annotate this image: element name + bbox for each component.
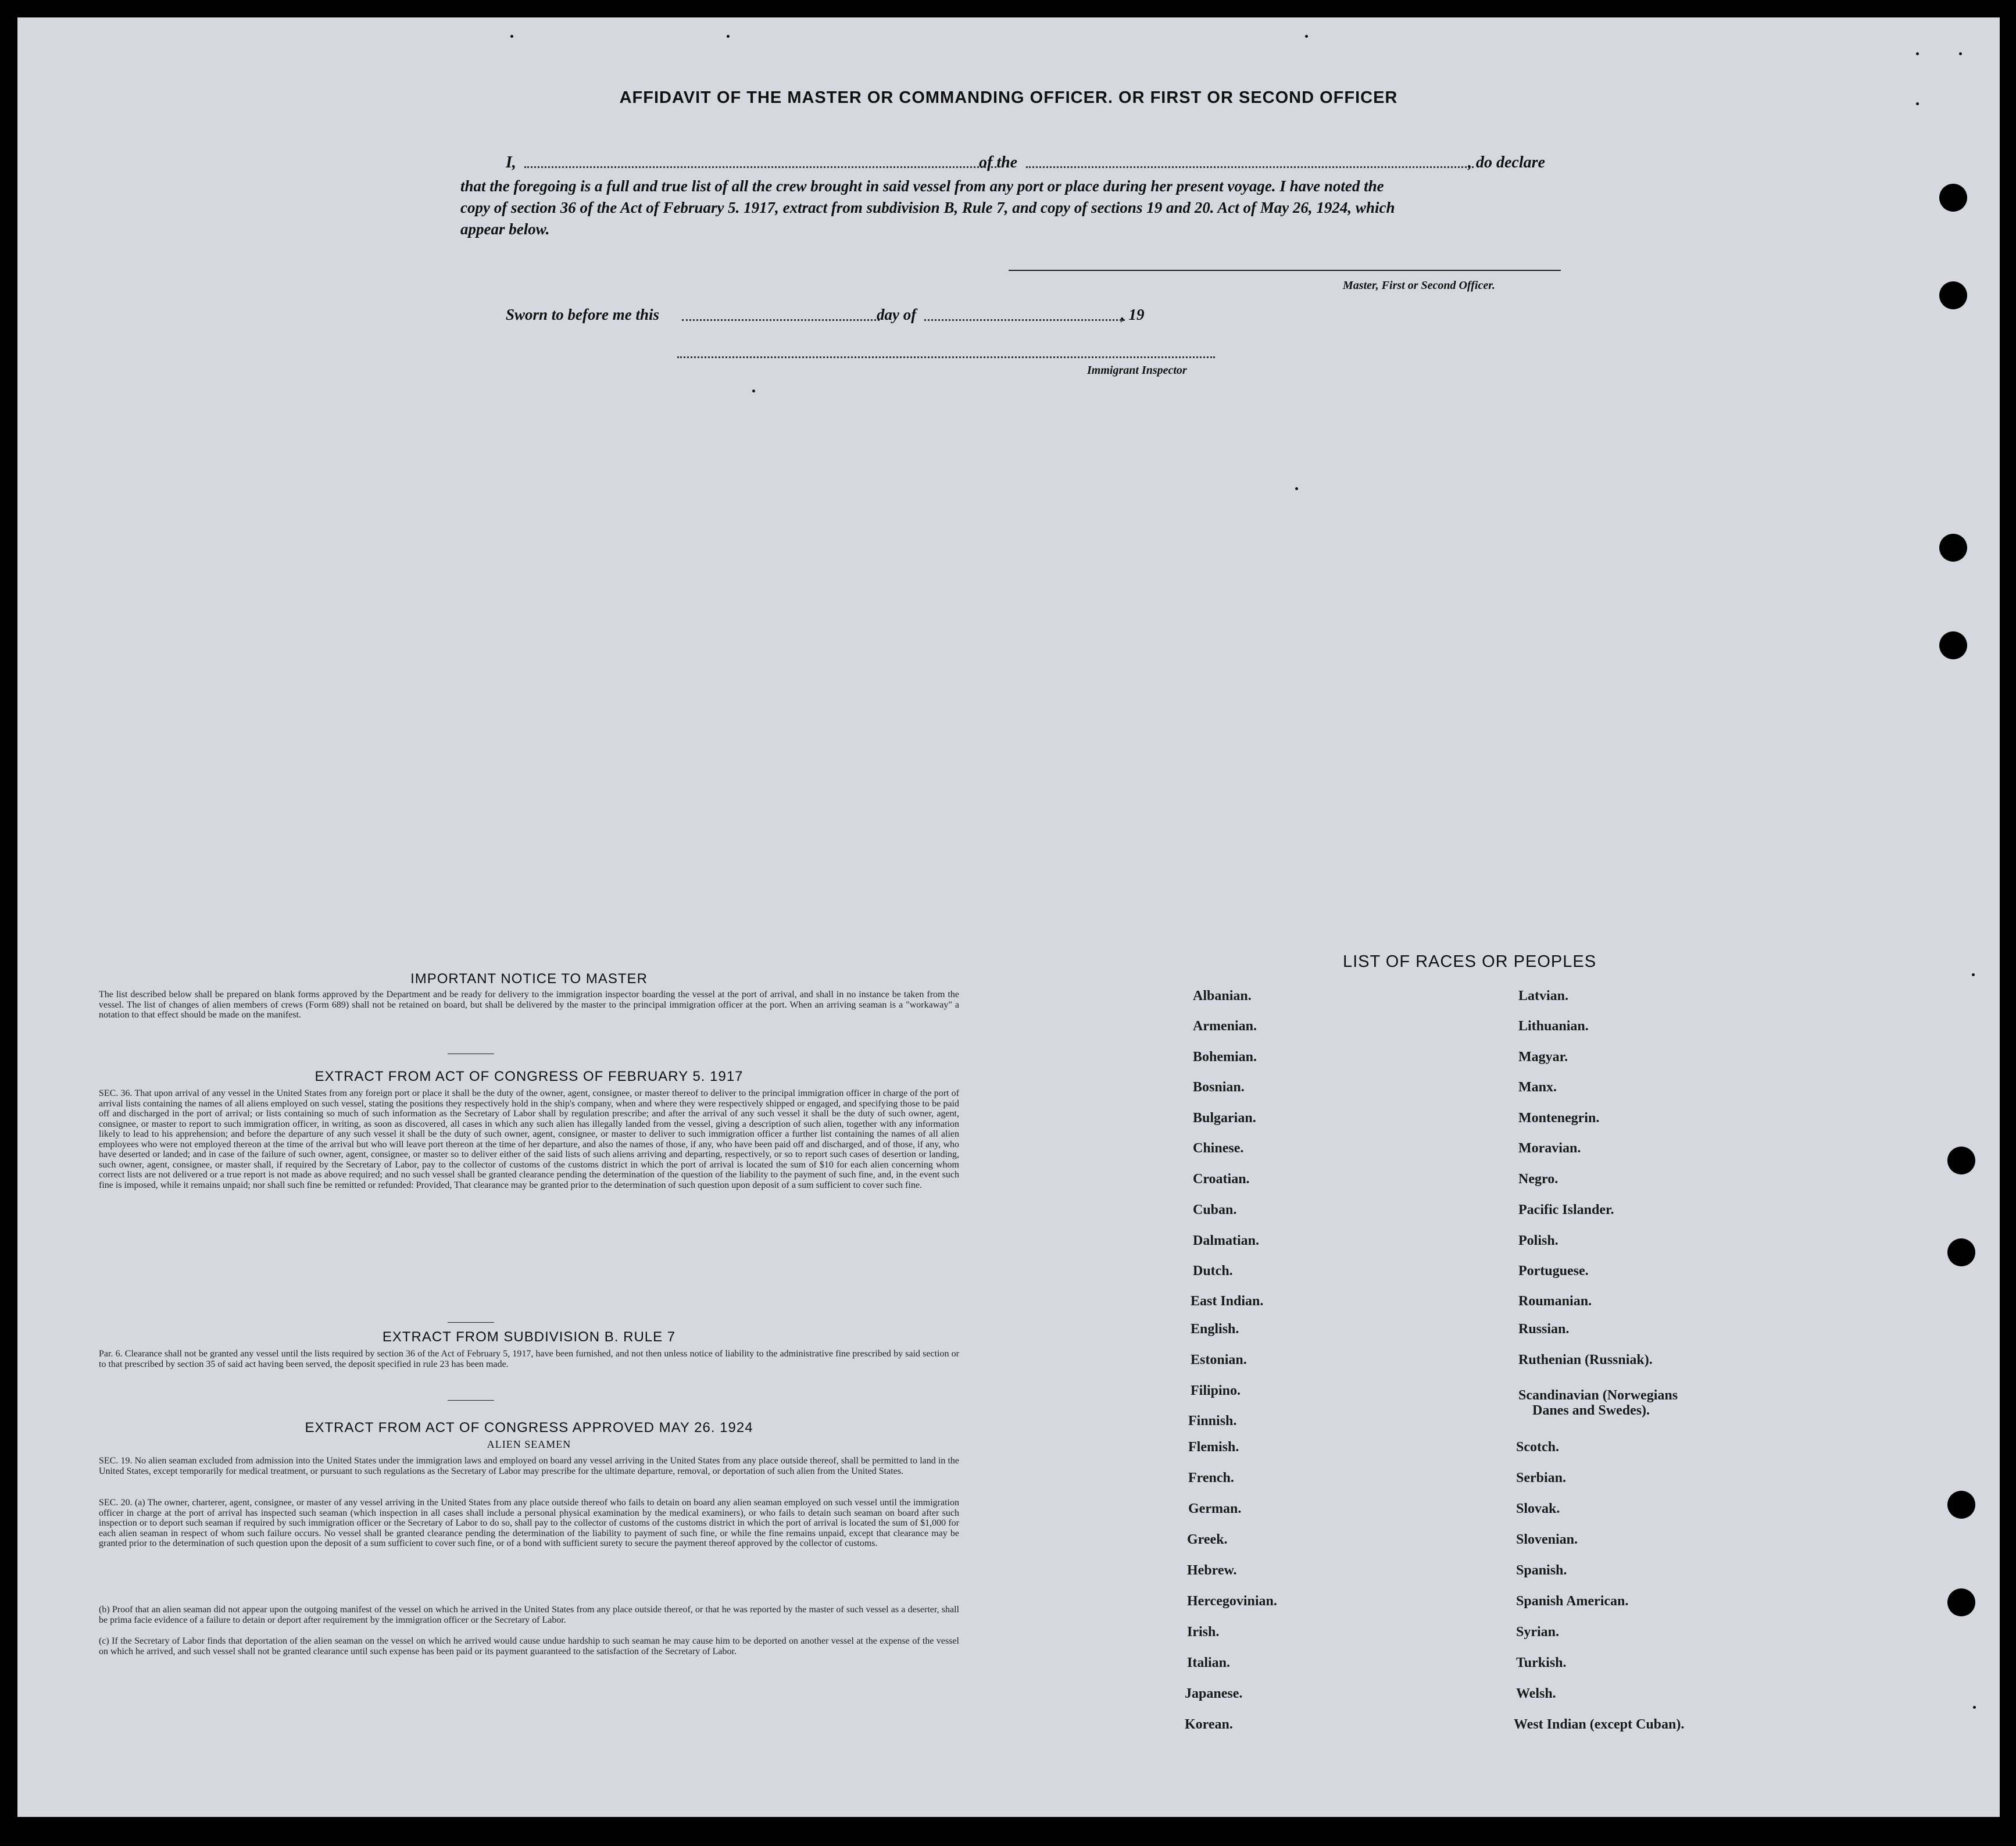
inspector-label: Immigrant Inspector [1087,364,1187,377]
sworn-day-blank[interactable] [682,319,880,321]
race-left-item: Hebrew. [1187,1563,1237,1578]
race-left-item: Hercegovinian. [1187,1594,1277,1609]
punch-hole [1947,1491,1975,1519]
race-left-item: Cuban. [1193,1202,1237,1217]
rule7-title: EXTRACT FROM SUBDIVISION B. RULE 7 [382,1329,676,1345]
race-left-item: Armenian. [1193,1019,1257,1034]
sworn-month-blank[interactable] [924,319,1125,321]
extract-1917-title: EXTRACT FROM ACT OF CONGRESS OF FEBRUARY 5. 1917 [314,1069,744,1084]
race-left-item: Albanian. [1193,988,1252,1004]
race-left-item: Japanese. [1185,1686,1243,1701]
punch-hole [1947,1588,1975,1616]
race-right-item: Welsh. [1516,1686,1556,1701]
declare-label: , do declare [1468,153,1545,172]
speck [1959,52,1962,55]
punch-hole [1947,1147,1975,1174]
speck [1295,487,1298,490]
race-right-item: Manx. [1518,1080,1557,1095]
race-left-item: Finnish. [1188,1413,1237,1429]
race-right-item: Turkish. [1516,1655,1567,1670]
race-right-item: Scotch. [1516,1440,1559,1455]
race-right-item: Slovak. [1516,1501,1560,1516]
sec19-body: SEC. 19. No alien seaman excluded from admission into the United States under the immigration laws and employed on board any vessel arriving in the United States from any place outside thereof, shall be permitted to land in the United States, except temporarily for medical treatment, or pursuant to such regulations as the Secretary of Labor may prescribe for the ultimate departure, removal, or deportation of such alien from the United States. [99,1456,959,1476]
affidavit-line4: appear below. [460,220,550,238]
document-page [17,17,2000,1817]
race-left-item: Flemish. [1188,1440,1239,1455]
year-label: , 19 [1121,306,1145,323]
extract-1924-title: EXTRACT FROM ACT OF CONGRESS APPROVED MAY 26. 1924 [305,1420,753,1436]
sworn-label: Sworn to before me this [506,306,660,323]
punch-hole [1947,1238,1975,1266]
extract-1917-body: SEC. 36. That upon arrival of any vessel in the United States from any foreign port or place it shall be the duty of the owner, agent, consignee, or master thereof to deliver to the principal immigration officer in charge of the port of arrival lists containing the names of all aliens employed on such vessel, stating the positions they respectively hold in the ship's company, when and where they were respectively shipped or engaged, and specifying those to be paid off and discharged in the port of arrival; or lists containing so much of such information as the Secretary of Labor shall by regulation prescribe; and after the arrival of any such vessel it shall be the duty of such owner, agent, consignee, or master to report to such immigration officer, in writing, as soon as discovered, all cases in which any such alien has illegally landed from the vessel, giving a description of such alien, together with any information likely to lead to his apprehension; and before the departure of any such vessel it shall be the duty of such owner, agent, consignee, or master to deliver to such immigration officer a further list containing the names of all alien employees who were not employed thereon at the time of the arrival but who will leave port thereon at the time of her departure, and also the names of those, if any, who have been paid off and discharged, and of those, if any, who have deserted or landed; and in case of the failure of such owner, agent, consignee, or master so to deliver either of the said lists of such aliens arriving and departing, respectively, or so to report such cases of desertion or landing, such owner, agent, consignee, or master shall, if required by the Secretary of Labor, pay to the collector of customs of the customs district in which the port of arrival is located the sum of $10 for each alien concerning whom correct lists are not delivered or a true report is not made as above required; and no such vessel shall be granted clearance pending the determination of the question of the liability to the payment of such fine, and, in the event such fine is imposed, while it remains unpaid; nor shall such fine be remitted or refunded: Provided, That clearance may be granted prior to the determination of such question upon deposit of a sum sufficient to cover such fine. [99,1088,959,1190]
speck [752,390,755,392]
affidavit-title: AFFIDAVIT OF THE MASTER OR COMMANDING OFFICER. OR FIRST OR SECOND OFFICER [619,88,1398,107]
race-right-item: Montenegrin. [1518,1111,1600,1126]
race-right-item: Magyar. [1518,1049,1568,1065]
race-left-item: Bosnian. [1193,1080,1245,1095]
race-right-item: Moravian. [1518,1141,1581,1156]
affidavit-line3: copy of section 36 of the Act of February 5. 1917, extract from subdivision B, Rule 7, and copy of sections 19 and 20. Act of May 26, 1924, which [460,199,1395,216]
race-left-item: Bulgarian. [1193,1111,1256,1126]
speck [1973,1706,1976,1709]
race-right-item: Lithuanian. [1518,1019,1589,1034]
divider [448,1400,494,1401]
notice-title: IMPORTANT NOTICE TO MASTER [410,971,648,987]
race-right-item: Scandinavian (Norwegians [1518,1388,1678,1403]
affidavit-i-label: I, [506,153,516,172]
speck [510,35,513,38]
race-right-item: Polish. [1518,1233,1559,1248]
race-left-item: Greek. [1187,1532,1228,1547]
speck [727,35,730,38]
race-left-item: Italian. [1187,1655,1231,1670]
race-right-item: Portuguese. [1518,1263,1589,1279]
alien-seamen-subtitle: ALIEN SEAMEN [487,1438,571,1450]
races-title: LIST OF RACES OR PEOPLES [1343,952,1597,971]
master-signature-line[interactable] [1009,270,1561,271]
race-left-item: Dalmatian. [1193,1233,1259,1248]
race-left-item: German. [1188,1501,1242,1516]
punch-hole [1939,534,1967,562]
speck [1972,973,1975,976]
race-right-item: Latvian. [1518,988,1569,1004]
notice-body: The list described below shall be prepared on blank forms approved by the Department and be ready for delivery to the immigration inspector boarding the vessel at the port of arrival, and shall in no instance be taken from the vessel. The list of changes of alien members of crews (Form 689) shall not be retained on board, but shall be delivered by the master to the principal immigration officer at the port. When an arriving seaman is a "workaway" a notation to that effect should be made on the manifest. [99,990,959,1020]
race-left-item: Dutch. [1193,1263,1233,1279]
race-right-item: Spanish American. [1516,1594,1629,1609]
race-left-item: Chinese. [1193,1141,1244,1156]
divider [448,1322,494,1323]
race-right-item: Ruthenian (Russniak). [1518,1352,1653,1367]
race-left-item: East Indian. [1191,1294,1264,1309]
punch-hole [1939,281,1967,309]
race-right-item: Roumanian. [1518,1294,1592,1309]
punch-hole [1939,184,1967,212]
name-blank[interactable] [524,166,996,168]
of-the-label: of the [979,153,1018,172]
race-right-item: West Indian (except Cuban). [1514,1717,1685,1732]
sec20a-body: SEC. 20. (a) The owner, charterer, agent, consignee, or master of any vessel arriving in the United States from any place outside thereof who fails to detain on board any alien seaman employed on such vessel until the immigration officer in charge at the port of arrival has inspected such seaman (which inspection in all cases shall include a personal physical examination by the medical examiners), or who fails to detain such seaman on board after such inspection or to deport such seaman if required by such immigration officer or the Secretary of Labor to do so, shall pay to the collector of customs of the customs district in which the port of arrival is located the sum of $1,000 for each alien seaman in respect of whom such failure occurs. No vessel shall be granted clearance pending the determination of the liability to payment of such fine, or while the fine remains unpaid, except that clearance may be granted prior to the determination of such question upon the deposit of a sum sufficient to cover such fine, or of a bond with sufficient surety to secure the payment thereof approved by the collector of customs. [99,1498,959,1548]
race-left-item: Bohemian. [1193,1049,1257,1065]
race-left-item: English. [1191,1322,1239,1337]
race-left-item: French. [1188,1470,1234,1486]
race-left-item: Filipino. [1191,1383,1241,1398]
race-right-item: Serbian. [1516,1470,1567,1486]
race-right-item: Slovenian. [1516,1532,1578,1547]
race-left-item: Korean. [1185,1717,1233,1732]
speck [1916,102,1919,105]
sec20b-body: (b) Proof that an alien seaman did not appear upon the outgoing manifest of the vessel on which he arrived in the United States from any place outside thereof, or that he was reported by the master of such vessel as a deserter, shall be prima facie evidence of a failure to detain or deport after requirement by the immigration officer or the Secretary of Labor. [99,1605,959,1625]
punch-hole [1939,631,1967,659]
race-right-item: Pacific Islander. [1518,1202,1614,1217]
vessel-blank[interactable] [1026,166,1474,168]
race-right-item: Negro. [1518,1172,1559,1187]
sec20c-body: (c) If the Secretary of Labor finds that deportation of the alien seaman on the vessel on which he arrived would cause undue hardship to such seaman he may cause him to be deported on another vessel at the expense of the vessel on which he arrived, and such vessel shall not be granted clearance until such expense has been paid or its payment guaranteed to the satisfaction of the Secretary of Labor. [99,1636,959,1656]
race-left-item: Estonian. [1191,1352,1247,1367]
master-label: Master, First or Second Officer. [1343,279,1495,292]
race-right-item: Syrian. [1516,1624,1560,1640]
race-right-item: Danes and Swedes). [1532,1403,1650,1418]
speck [1916,52,1919,55]
inspector-signature-line[interactable] [677,356,1215,358]
race-right-item: Russian. [1518,1322,1570,1337]
speck [1305,35,1308,38]
race-right-item: Spanish. [1516,1563,1567,1578]
affidavit-line2: that the foregoing is a full and true list of all the crew brought in said vessel from any port or place during her present voyage. I have noted the [460,177,1384,195]
race-left-item: Irish. [1187,1624,1220,1640]
rule7-body: Par. 6. Clearance shall not be granted any vessel until the lists required by section 36 of the Act of February 5, 1917, have been furnished, and not then unless notice of liability to the administrative fine prescribed by said section or to that prescribed by section 35 of said act having been served, the deposit specified in rule 23 has been made. [99,1349,959,1369]
race-left-item: Croatian. [1193,1172,1250,1187]
day-of-label: day of [877,306,917,323]
